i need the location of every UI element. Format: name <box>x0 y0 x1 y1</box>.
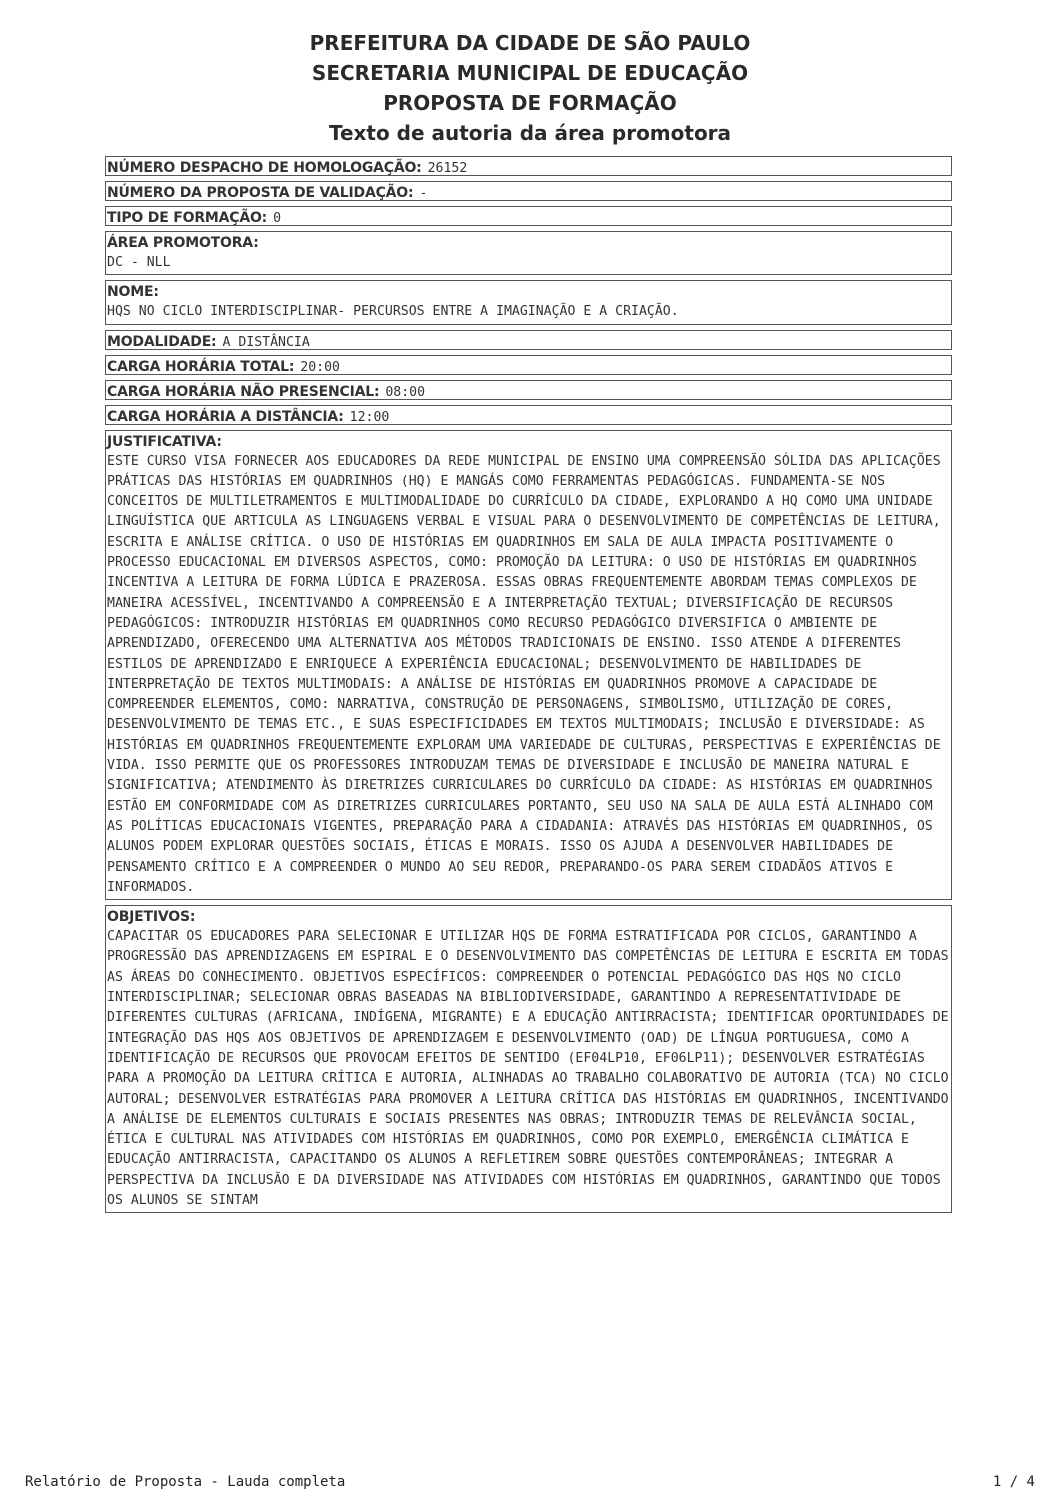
field-nome <box>105 280 952 324</box>
field-label: NÚMERO DESPACHO DE HOMOLOGAÇÃO: <box>107 160 422 176</box>
field-value: 12:00 <box>349 409 390 425</box>
field-label: CARGA HORÁRIA TOTAL: <box>107 358 295 375</box>
field-label: NÚMERO DA PROPOSTA DE VALIDAÇÃO: <box>107 185 414 201</box>
document-header <box>0 28 1060 148</box>
header-proposta: PROPOSTA DE FORMAÇÃO <box>383 91 677 115</box>
field-label: JUSTIFICATIVA: <box>107 433 222 450</box>
field-modalidade <box>105 330 952 350</box>
field-despacho <box>105 156 952 176</box>
footer-report-title: Relatório de Proposta - Lauda completa <box>25 1474 346 1490</box>
field-label: TIPO DE FORMAÇÃO: <box>107 210 268 226</box>
field-value: CAPACITAR OS EDUCADORES PARA SELECIONAR E UTILIZAR HQS DE FORMA ESTRATIFICADA POR CICLOS, GARANTINDO A PROGRESSÃO DAS APRENDIZAGENS EM ESPIRAL E O DESENVOLVIMENTO DAS COMPETÊNCIAS DE LEITURA E ESCRITA EM TODAS AS ÁREAS DO CONHECIMENTO. OBJETIVOS ESPECÍFICOS: COMPREENDER O POTENCIAL PEDAGÓGICO DAS HQS NO CICLO INTERDISCIPLINAR; SELECIONAR OBRAS BASEADAS NA BIBLIODIVERSIDADE, GARANTINDO A REPRESENTATIVIDADE DE DIFERENTES CULTURAS (AFRICANA, INDÍGENA, MIGRANTE) E A EDUCAÇÃO ANTIRRACISTA; IDENTIFICAR OPORTUNIDADES DE INTEGRAÇÃO DAS HQS AOS OBJETIVOS DE APRENDIZAGEM E DESENVOLVIMENTO (OAD) DE LÍNGUA PORTUGUESA, COMO A IDENTIFICAÇÃO DE RECURSOS QUE PROVOCAM EFEITOS DE SENTIDO (EF04LP10, EF06LP11); DESENVOLVER ESTRATÉGIAS PARA A PROMOÇÃO DA LEITURA CRÍTICA E AUTORIA, ALINHADAS AO TRABALHO COLABORATIVO DE AUTORIA (TCA) NO CICLO AUTORAL; DESENVOLVER ESTRATÉGIAS PARA PROMOVER A LEITURA CRÍTICA DAS HISTÓRIAS EM QUADRINHOS, INCENTIVANDO A ANÁLISE DE ELEMENTOS CULTURAIS E SOCIAIS PRESENTES NAS OBRAS; INTRODUZIR TEMAS DE RELEVÂNCIA SOCIAL, ÉTICA E CULTURAL NAS ATIVIDADES COM HISTÓRIAS EM QUADRINHOS, COMO POR EXEMPLO, EMERGÊNCIA CLIMÁTICA E EDUCAÇÃO ANTIRRACISTA, CAPACITANDO OS ALUNOS A REFLETIREM SOBRE QUESTÕES CONTEMPORÂNEAS; INTEGRAR A PERSPECTIVA DA INCLUSÃO E DA DIVERSIDADE NAS ATIVIDADES COM HISTÓRIAS EM QUADRINHOS, GARANTINDO QUE TODOS OS ALUNOS SE SINTAM <box>107 929 957 1208</box>
field-value: DC - NLL <box>107 255 171 270</box>
page-number: 1 / 4 <box>992 1474 1035 1490</box>
field-value: 08:00 <box>385 384 426 400</box>
field-label: OBJETIVOS: <box>107 909 196 926</box>
field-label: NOME: <box>107 284 159 301</box>
field-carga-nao-presencial <box>105 380 952 400</box>
field-justificativa <box>105 430 952 901</box>
form-fields <box>105 156 957 1218</box>
page-footer <box>25 1474 1035 1490</box>
field-value: A DISTÂNCIA <box>222 334 310 350</box>
header-subtitle: Texto de autoria da área promotora <box>328 121 732 145</box>
field-value: 0 <box>273 211 282 226</box>
field-carga-distancia <box>105 405 952 425</box>
field-tipo-formacao <box>105 206 952 226</box>
field-label: ÁREA PROMOTORA: <box>107 235 259 251</box>
field-carga-total <box>105 355 952 375</box>
field-label: CARGA HORÁRIA NÃO PRESENCIAL: <box>107 383 380 400</box>
header-prefeitura: PREFEITURA DA CIDADE DE SÃO PAULO <box>309 31 751 55</box>
field-area-promotora <box>105 231 952 275</box>
field-label: MODALIDADE: <box>107 333 217 350</box>
field-value: - <box>419 186 428 201</box>
field-objetivos <box>105 905 957 1213</box>
field-value: 20:00 <box>300 359 340 375</box>
header-secretaria: SECRETARIA MUNICIPAL DE EDUCAÇÃO <box>311 61 749 85</box>
field-label: CARGA HORÁRIA A DISTÂNCIA: <box>107 408 344 425</box>
field-proposta-validacao <box>105 181 952 201</box>
field-value: 26152 <box>427 161 468 176</box>
field-value: HQS NO CICLO INTERDISCIPLINAR- PERCURSOS ENTRE A IMAGINAÇÃO E A CRIAÇÃO. <box>107 304 679 320</box>
field-value: ESTE CURSO VISA FORNECER AOS EDUCADORES DA REDE MUNICIPAL DE ENSINO UMA COMPREENSÃO SÓLIDA DAS APLICAÇÕES PRÁTICAS DAS HISTÓRIAS EM QUADRINHOS (HQ) E MANGÁS COMO FERRAMENTAS PEDAGÓGICAS. FUNDAMENTA-SE NOS CONCEITOS DE MULTILETRAMENTOS E MULTIMODALIDADE DO CURRÍCULO DA CIDADE, EXPLORANDO A HQ COMO UMA UNIDADE LINGUÍSTICA QUE ARTICULA AS LINGUAGENS VERBAL E VISUAL PARA O DESENVOLVIMENTO DE COMPETÊNCIAS DE LEITURA, ESCRITA E ANÁLISE CRÍTICA. O USO DE HISTÓRIAS EM QUADRINHOS EM SALA DE AULA IMPACTA POSITIVAMENTE O PROCESSO EDUCACIONAL EM DIVERSOS ASPECTOS, COMO: PROMOÇÃO DA LEITURA: O USO DE HISTÓRIAS EM QUADRINHOS INCENTIVA A LEITURA DE FORMA LÚDICA E PRAZEROSA. ESSAS OBRAS FREQUENTEMENTE ABORDAM TEMAS COMPLEXOS DE MANEIRA ACESSÍVEL, INCENTIVANDO A COMPREENSÃO E A INTERPRETAÇÃO TEXTUAL; DIVERSIFICAÇÃO DE RECURSOS PEDAGÓGICOS: INTRODUZIR HISTÓRIAS EM QUADRINHOS COMO RECURSO PEDAGÓGICO DIVERSIFICA O AMBIENTE DE APRENDIZADO, OFERECENDO UMA ALTERNATIVA AOS MÉTODOS TRADICIONAIS DE ENSINO. ISSO ATENDE A DIFERENTES ESTILOS DE APRENDIZADO E ENRIQUECE A EXPERIÊNCIA EDUCACIONAL; DESENVOLVIMENTO DE HABILIDADES DE INTERPRETAÇÃO DE TEXTOS MULTIMODAIS: A ANÁLISE DE HISTÓRIAS EM QUADRINHOS PROMOVE A CAPACIDADE DE COMPREENDER ELEMENTOS, COMO: NARRATIVA, CONSTRUÇÃO DE PERSONAGENS, SIMBOLISMO, UTILIZAÇÃO DE CORES, DESENVOLVIMENTO DE TEMAS ETC., E SUAS ESPECIFICIDADES EM TEXTOS MULTIMODAIS; INCLUSÃO E DIVERSIDADE: AS HISTÓRIAS EM QUADRINHOS FREQUENTEMENTE EXPLORAM UMA VARIEDADE DE CULTURAS, PERSPECTIVAS E EXPERIÊNCIAS DE VIDA. ISSO PERMITE QUE OS PROFESSORES INTRODUZAM TEMAS DE DIVERSIDADE E INCLUSÃO DE MANEIRA NATURAL E SIGNIFICATIVA; ATENDIMENTO ÀS DIRETRIZES CURRICULARES DO CURRÍCULO DA CIDADE: AS HISTÓRIAS EM QUADRINHOS ESTÃO EM CONFORMIDADE COM AS DIRETRIZES CURRICULARES PORTANTO, SEU USO NA SALA DE AULA ESTÁ ALINHADO COM AS POLÍTICAS EDUCACIONAIS VIGENTES, PREPARAÇÃO PARA A CIDADANIA: ATRAVÉS DAS HISTÓRIAS EM QUADRINHOS, OS ALUNOS PODEM EXPLORAR QUESTÕES SOCIAIS, ÉTICAS E MORAIS. ISSO OS AJUDA A DESENVOLVER HABILIDADES DE PENSAMENTO CRÍTICO E A COMPREENDER O MUNDO AO SEU REDOR, PREPARANDO-OS PARA SEREM CIDADÃOS ATIVOS E INFORMADOS. <box>107 453 949 895</box>
